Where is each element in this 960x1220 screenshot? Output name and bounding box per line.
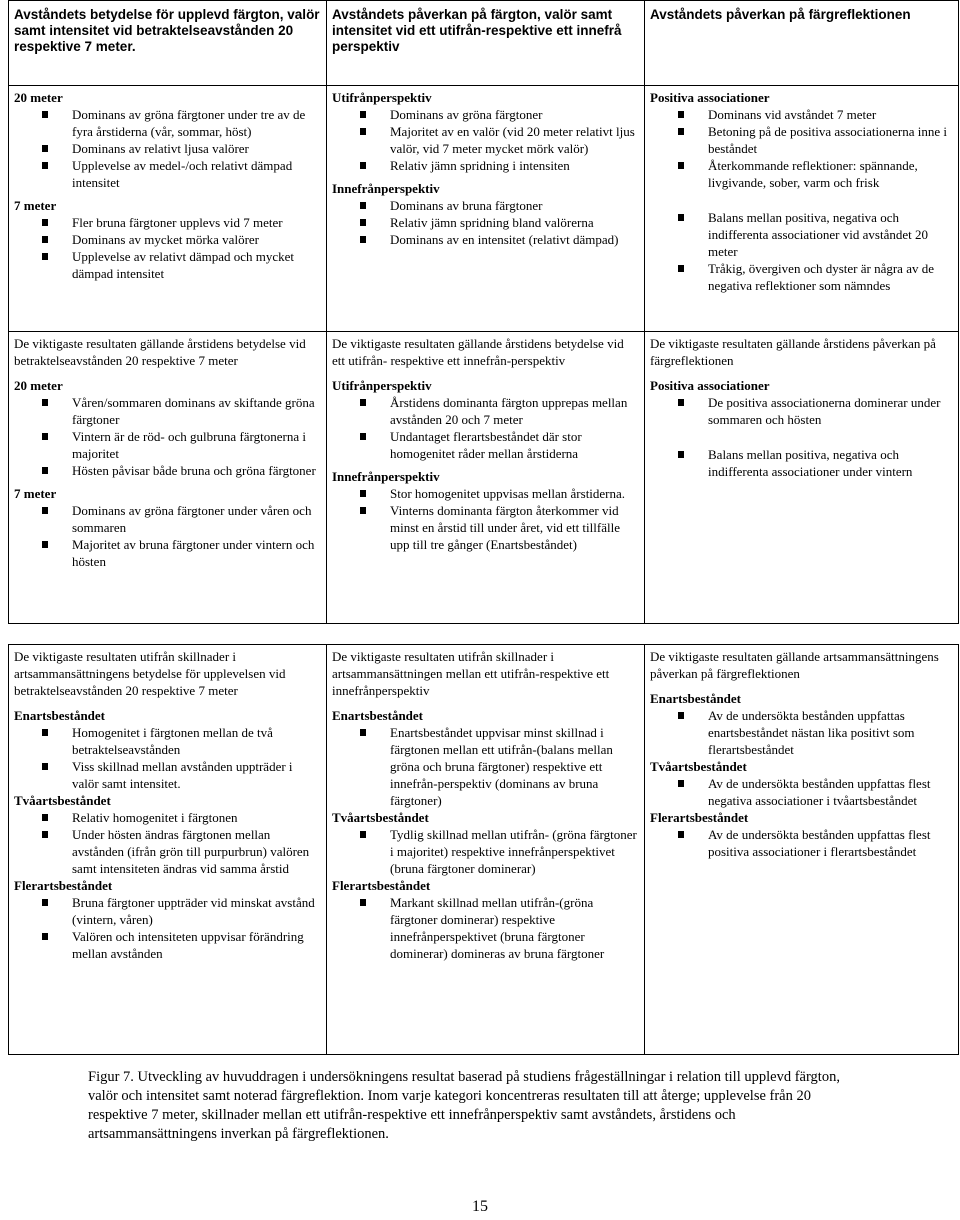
- list-item: Under hösten ändras färgtonen mellan avstånden (ifrån grön till purpurbrun) valören samt intensiteten ändras vid samma årstid: [14, 826, 321, 877]
- bullet-icon: [678, 780, 684, 787]
- list-item: Dominans av gröna färgtoner: [332, 106, 639, 123]
- cell-intro: De viktigaste resultaten gällande årstidens betydelse vid betraktelseavstånden 20 respektive 7 meter: [14, 336, 306, 368]
- section-heading: Tvåartsbeståndet: [14, 793, 111, 808]
- section-heading: Flerartsbeståndet: [14, 878, 113, 893]
- page-number: 15: [472, 1198, 488, 1215]
- bullet-icon: [360, 831, 366, 838]
- bullet-icon: [360, 899, 366, 906]
- list-item: Årstidens dominanta färgton upprepas mellan avstånden 20 och 7 meter: [332, 394, 639, 428]
- list-item: Återkommande reflektioner: spännande, livgivande, sober, varm och frisk: [650, 157, 953, 191]
- cell-r2c1: [9, 332, 327, 624]
- list-item: Vintern är de röd- och gulbruna färgtonerna i majoritet: [14, 428, 321, 462]
- cell-r1c3: [645, 86, 959, 332]
- results-table: [8, 0, 959, 1055]
- list-item: Enartsbeståndet uppvisar minst skillnad i färgtonen mellan ett utifrån-(balans mellan gröna och bruna färgtoner) respektive ett innefrån-perspektiv (dominans av bruna färgtoner): [332, 724, 639, 809]
- section-heading: Utifrånperspektiv: [332, 90, 432, 105]
- list-item: Av de undersökta bestånden uppfattas flest negativa associationer i tvåartsbeståndet: [650, 775, 953, 809]
- cell-r3c2: [327, 645, 645, 1055]
- bullet-icon: [42, 467, 48, 474]
- bullet-icon: [42, 814, 48, 821]
- bullet-icon: [360, 399, 366, 406]
- bullet-icon: [678, 214, 684, 221]
- header-cell-3: Avståndets påverkan på färgreflektionen: [645, 1, 959, 86]
- list-item: Av de undersökta bestånden uppfattas enartsbeståndet nästan lika positivt som flerartsbeståndet: [650, 707, 953, 758]
- list-item: Majoritet av bruna färgtoner under vintern och hösten: [14, 536, 321, 570]
- list-item: Balans mellan positiva, negativa och indifferenta associationer under vintern: [650, 446, 953, 480]
- list-item: Bruna färgtoner uppträder vid minskat avstånd (vintern, våren): [14, 894, 321, 928]
- section-heading: Positiva associationer: [650, 90, 770, 105]
- list-item: Undantaget flerartsbeståndet där stor homogenitet råder mellan årstiderna: [332, 428, 639, 462]
- section-heading: Utifrånperspektiv: [332, 378, 432, 393]
- bullet-icon: [678, 712, 684, 719]
- cell-intro: De viktigaste resultaten utifrån skillnader i artsammansättningens betydelse för upplevelsen vid betraktelseavstånden 20 respektive 7 meter: [14, 649, 286, 698]
- list-item: Upplevelse av medel-/och relativt dämpad intensitet: [14, 157, 321, 191]
- cell-r2c2: [327, 332, 645, 624]
- bullet-icon: [360, 111, 366, 118]
- section-heading: Enartsbeståndet: [332, 708, 424, 723]
- cell-r1c2: [327, 86, 645, 332]
- section-heading: Innefrånperspektiv: [332, 469, 440, 484]
- bullet-icon: [360, 236, 366, 243]
- list-item: Av de undersökta bestånden uppfattas flest positiva associationer i flerartsbeståndet: [650, 826, 953, 860]
- header-cell-2: Avståndets påverkan på färgton, valör samt intensitet vid ett utifrån-respektive ett innefrå perspektiv: [327, 1, 645, 86]
- bullet-icon: [678, 111, 684, 118]
- list-item: Tydlig skillnad mellan utifrån- (gröna färgtoner i majoritet) respektive innefrånperspektivet (bruna färgtoner dominerar): [332, 826, 639, 877]
- section-heading: Flerartsbeståndet: [650, 810, 749, 825]
- list-item: Hösten påvisar både bruna och gröna färgtoner: [14, 462, 321, 479]
- bullet-icon: [360, 202, 366, 209]
- bullet-icon: [360, 490, 366, 497]
- section-heading: Tvåartsbeståndet: [332, 810, 429, 825]
- cell-r3c3: [645, 645, 959, 1055]
- bullet-icon: [42, 541, 48, 548]
- cell-r2c3: [645, 332, 959, 624]
- section-heading: 7 meter: [14, 486, 57, 501]
- list-item: Fler bruna färgtoner upplevs vid 7 meter: [14, 214, 321, 231]
- species-row: [9, 645, 959, 1055]
- bullet-icon: [678, 265, 684, 272]
- bullet-icon: [678, 831, 684, 838]
- bullet-icon: [678, 451, 684, 458]
- list-item: Balans mellan positiva, negativa och indifferenta associationer vid avståndet 20 meter: [650, 209, 953, 260]
- bullet-icon: [42, 933, 48, 940]
- season-row: [9, 332, 959, 624]
- bullet-icon: [42, 399, 48, 406]
- bullet-icon: [360, 162, 366, 169]
- bullet-icon: [360, 219, 366, 226]
- list-item: Dominans av relativt ljusa valörer: [14, 140, 321, 157]
- list-item: Dominans av bruna färgtoner: [332, 197, 639, 214]
- list-item: Våren/sommaren dominans av skiftande gröna färgtoner: [14, 394, 321, 428]
- bullet-icon: [42, 899, 48, 906]
- bullet-icon: [678, 399, 684, 406]
- list-item: Tråkig, övergiven och dyster är några av de negativa reflektioner som nämndes: [650, 260, 953, 294]
- header-cell-1: Avståndets betydelse för upplevd färgton, valör samt intensitet vid betraktelseavstånden 20 respektive 7 meter.: [9, 1, 327, 86]
- bullet-icon: [42, 831, 48, 838]
- section-heading: Innefrånperspektiv: [332, 181, 440, 196]
- bullet-icon: [360, 507, 366, 514]
- cell-r3c1: [9, 645, 327, 1055]
- bullet-icon: [42, 145, 48, 152]
- bullet-icon: [42, 162, 48, 169]
- bullet-icon: [42, 507, 48, 514]
- bullet-icon: [42, 763, 48, 770]
- bullet-icon: [360, 433, 366, 440]
- section-heading: Flerartsbeståndet: [332, 878, 431, 893]
- list-item: Markant skillnad mellan utifrån-(gröna färgtoner dominerar) respektive innefrånperspektivet (bruna färgtoner dominerar) domineras av bruna färgtoner: [332, 894, 639, 962]
- bullet-icon: [678, 128, 684, 135]
- section-heading: Tvåartsbeståndet: [650, 759, 747, 774]
- list-item: Stor homogenitet uppvisas mellan årstiderna.: [332, 485, 639, 502]
- bullet-icon: [42, 253, 48, 260]
- bullet-icon: [360, 128, 366, 135]
- bullet-icon: [42, 236, 48, 243]
- cell-r1c1: [9, 86, 327, 332]
- list-item: Valören och intensiteten uppvisar förändring mellan avstånden: [14, 928, 321, 962]
- section-heading: 7 meter: [14, 198, 57, 213]
- distance-row: [9, 86, 959, 332]
- header-row: [9, 1, 959, 86]
- bullet-icon: [42, 219, 48, 226]
- list-item: Relativ jämn spridning bland valörerna: [332, 214, 639, 231]
- list-item: Relativ homogenitet i färgtonen: [14, 809, 321, 826]
- list-item: Viss skillnad mellan avstånden uppträder i valör samt intensitet.: [14, 758, 321, 792]
- list-item: Dominans av gröna färgtoner under våren och sommaren: [14, 502, 321, 536]
- list-item: Majoritet av en valör (vid 20 meter relativt ljus valör, vid 7 meter mycket mörk valör): [332, 123, 639, 157]
- bullet-icon: [42, 433, 48, 440]
- figure-caption: Figur 7. Utveckling av huvuddragen i undersökningens resultat baserad på studiens frågeställningar i relation till upplevd färgton, valör och intensitet samt noterad färgreflektion. Inom varje kategori koncentreras resultaten till att återge; upplevelse från 20 respektive 7 meter, skillnader mellan ett utifrån-respektive ett innefrånperspektiv samt avståndets, årstidens och artsammansättningens inverkan på färgreflektionen.: [88, 1069, 840, 1142]
- bullet-icon: [42, 111, 48, 118]
- cell-intro: De viktigaste resultaten gällande årstidens påverkan på färgreflektionen: [650, 336, 936, 368]
- cell-intro: De viktigaste resultaten gällande årstidens betydelse vid ett utifrån- respektive ett innefrån-perspektiv: [332, 336, 624, 368]
- list-item: Upplevelse av relativt dämpad och mycket dämpad intensitet: [14, 248, 321, 282]
- cell-intro: De viktigaste resultaten utifrån skillnader i artsammansättningen mellan ett utifrån-respektive ett innefrånperspektiv: [332, 649, 610, 698]
- cell-intro: De viktigaste resultaten gällande artsammansättningens påverkan på färgreflektionen: [650, 649, 939, 681]
- bullet-icon: [678, 162, 684, 169]
- section-heading: Positiva associationer: [650, 378, 770, 393]
- bullet-icon: [360, 729, 366, 736]
- section-heading: Enartsbeståndet: [14, 708, 106, 723]
- list-item: Vinterns dominanta färgton återkommer vid minst en årstid till under året, vid ett tillfälle upp till tre gånger (Enartsbeståndet): [332, 502, 639, 553]
- list-item: Betoning på de positiva associationerna inne i beståndet: [650, 123, 953, 157]
- list-item: Relativ jämn spridning i intensiten: [332, 157, 639, 174]
- section-heading: 20 meter: [14, 378, 63, 393]
- list-item: Homogenitet i färgtonen mellan de två betraktelseavstånden: [14, 724, 321, 758]
- bullet-icon: [42, 729, 48, 736]
- list-item: Dominans av gröna färgtoner under tre av de fyra årstiderna (vår, sommar, höst): [14, 106, 321, 140]
- list-item: Dominans av en intensitet (relativt dämpad): [332, 231, 639, 248]
- list-item: De positiva associationerna dominerar under sommaren och hösten: [650, 394, 953, 428]
- list-item: Dominans vid avståndet 7 meter: [650, 106, 953, 123]
- section-heading: Enartsbeståndet: [650, 691, 742, 706]
- section-heading: 20 meter: [14, 90, 63, 105]
- list-item: Dominans av mycket mörka valörer: [14, 231, 321, 248]
